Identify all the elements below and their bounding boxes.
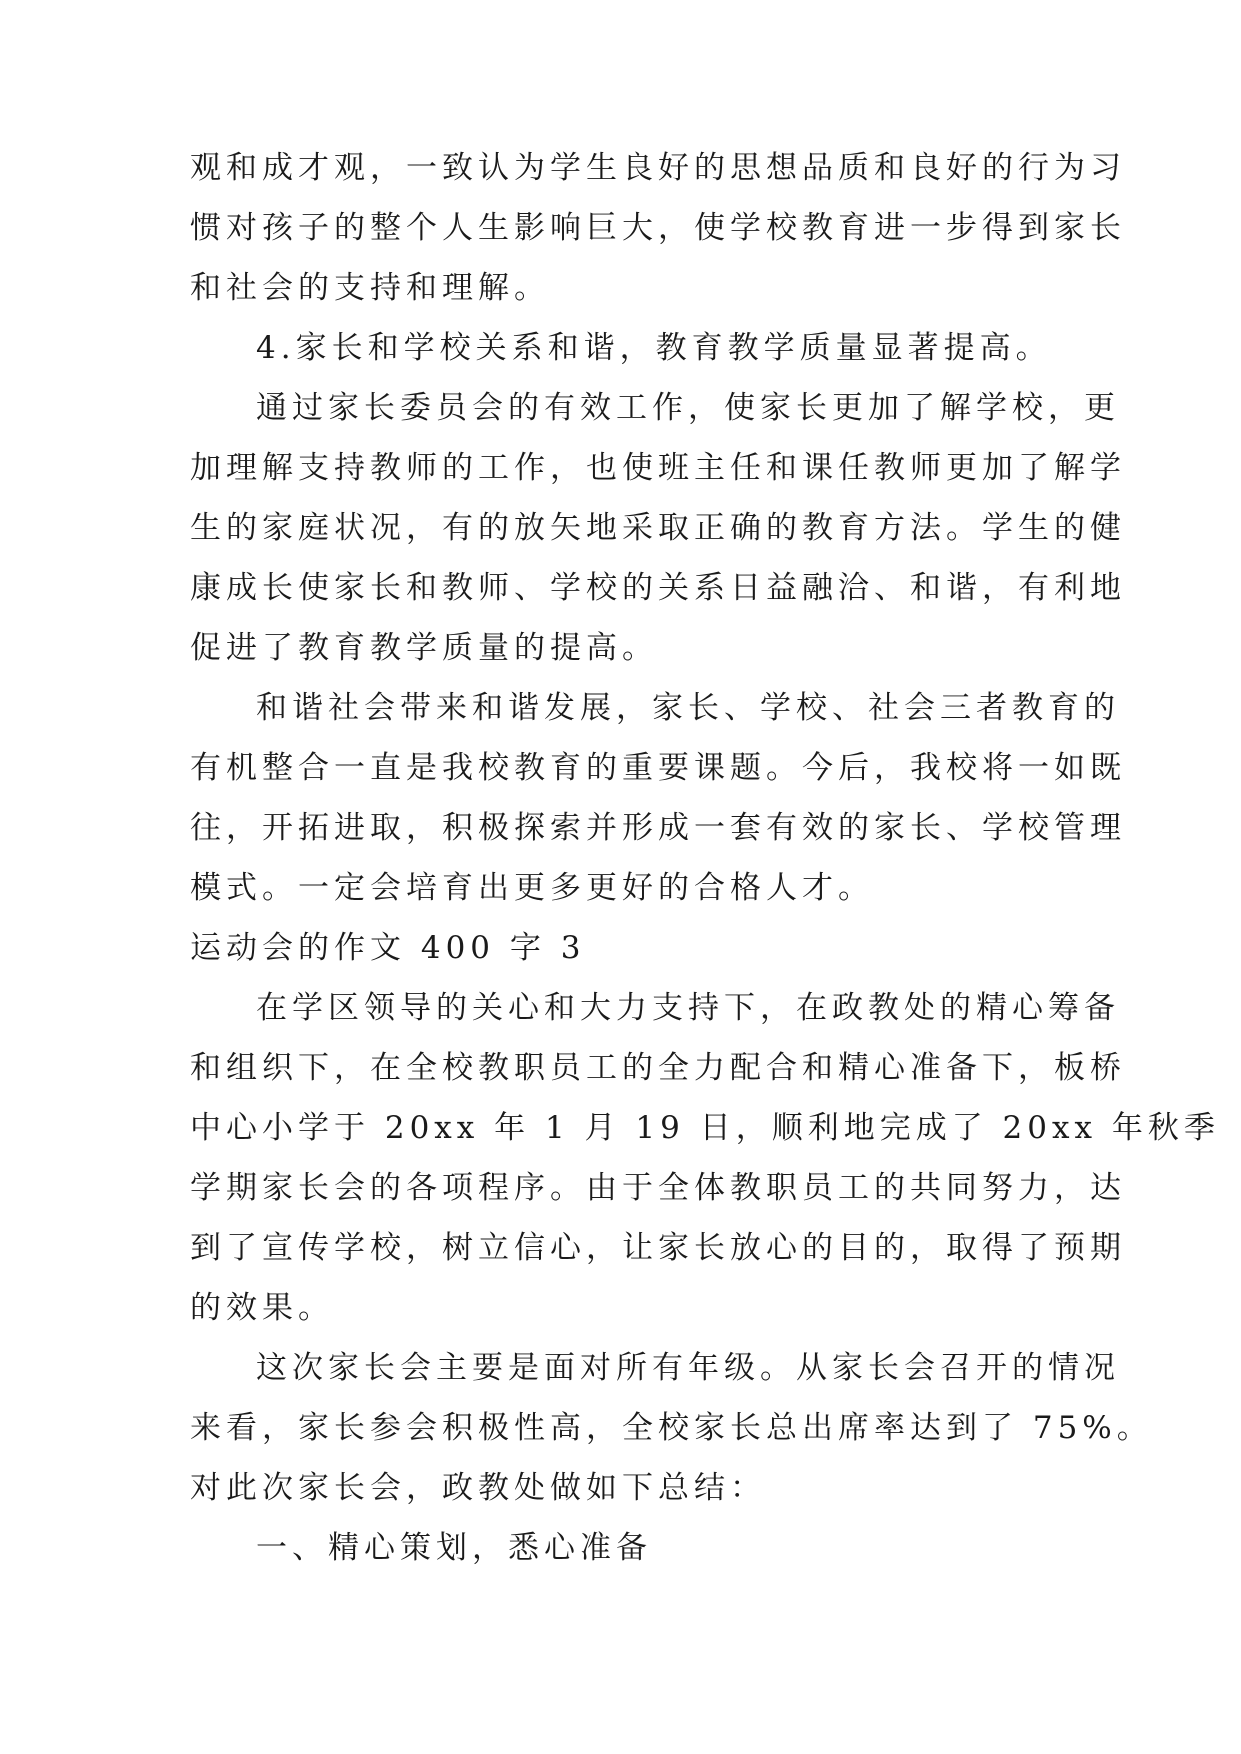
text-line-13: 模式。一定会培育出更多更好的合格人才。: [190, 870, 874, 906]
text-line-1: 观和成才观，一致认为学生良好的思想品质和良好的行为习: [190, 150, 1126, 186]
text-line-19: 到了宣传学校，树立信心，让家长放心的目的，取得了预期: [190, 1230, 1126, 1266]
text-line-18: 学期家长会的各项程序。由于全体教职员工的共同努力，达: [190, 1170, 1126, 1206]
text-line-6: 加理解支持教师的工作，也使班主任和课任教师更加了解学: [190, 450, 1126, 486]
text-line-22: 来看，家长参会积极性高，全校家长总出席率达到了 75%。: [190, 1410, 1153, 1446]
section-heading-4: 4.家长和学校关系和谐，教育教学质量显著提高。: [256, 330, 1052, 366]
essay-title: 运动会的作文 400 字 3: [190, 930, 586, 966]
text-line-17: 中心小学于 20xx 年 1 月 19 日，顺利地完成了 20xx 年秋季: [190, 1110, 1220, 1146]
paragraph-start-3: 在学区领导的关心和大力支持下，在政教处的精心筹备: [256, 990, 1120, 1026]
text-line-3: 和社会的支持和理解。: [190, 270, 550, 306]
text-line-9: 促进了教育教学质量的提高。: [190, 630, 658, 666]
text-line-23: 对此次家长会，政教处做如下总结：: [190, 1470, 766, 1506]
text-line-11: 有机整合一直是我校教育的重要课题。今后，我校将一如既: [190, 750, 1126, 786]
paragraph-start-4: 这次家长会主要是面对所有年级。从家长会召开的情况: [256, 1350, 1120, 1386]
paragraph-start-1: 通过家长委员会的有效工作，使家长更加了解学校，更: [256, 390, 1120, 426]
text-line-16: 和组织下，在全校教职员工的全力配合和精心准备下，板桥: [190, 1050, 1126, 1086]
text-line-8: 康成长使家长和教师、学校的关系日益融洽、和谐，有利地: [190, 570, 1126, 606]
text-line-2: 惯对孩子的整个人生影响巨大，使学校教育进一步得到家长: [190, 210, 1126, 246]
section-heading-1: 一、精心策划，悉心准备: [256, 1530, 652, 1566]
text-line-12: 往，开拓进取，积极探索并形成一套有效的家长、学校管理: [190, 810, 1126, 846]
text-line-7: 生的家庭状况，有的放矢地采取正确的教育方法。学生的健: [190, 510, 1126, 546]
paragraph-start-2: 和谐社会带来和谐发展，家长、学校、社会三者教育的: [256, 690, 1120, 726]
text-line-20: 的效果。: [190, 1290, 334, 1326]
